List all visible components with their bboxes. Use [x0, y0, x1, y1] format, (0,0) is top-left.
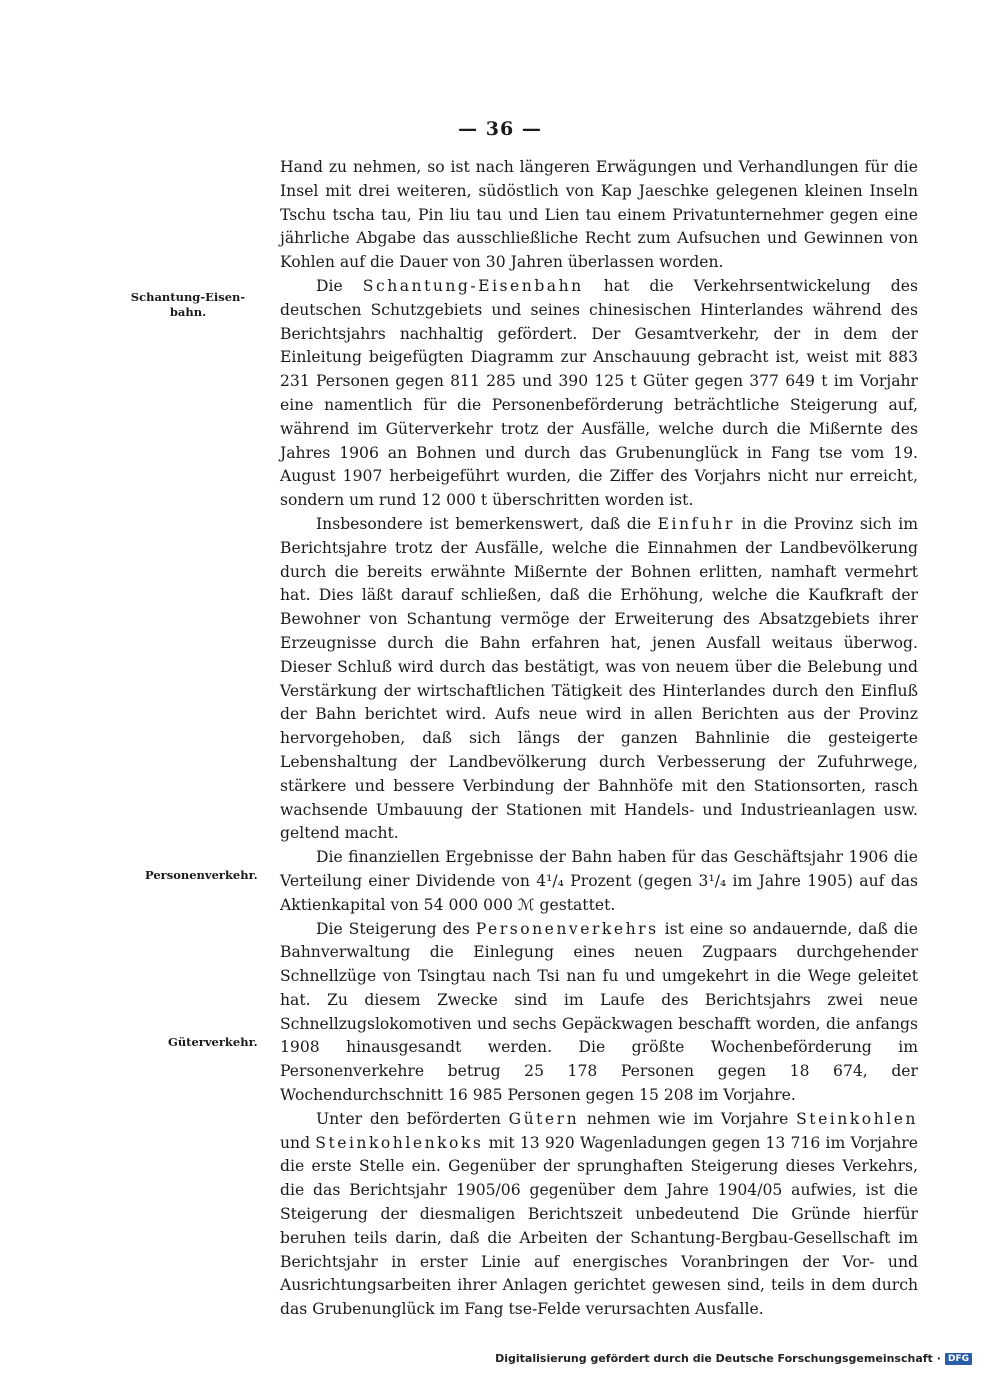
text-run: Unter den beförderten [316, 1109, 509, 1128]
emphasis-text: Steinkohlenkoks [315, 1133, 484, 1152]
text-run: mit 13 920 Wagenladungen gegen 13 716 im Vorjahre die erste Stelle ein. Gegenüber der sprunghaften Steigerung dieses Verkehrs, die das Berichtsjahr 1905/06 gegenüber dem Jahre 1904/05 aufwies, ist die Steigerung der diesmaligen Berichtszeit unbedeutend Die Gründe hierfür beruhen teils darin, daß die Arbeiten der Schantung-Bergbau-Gesellschaft im Berichtsjahr in erster Linie auf energisches Voranbringen der Vor- und Ausrichtungsarbeiten ihrer Anlagen gerichtet gewesen sind, teils in dem durch das Grubenunglück im Fang tse-Felde verursachten Ausfalle. [280, 1133, 918, 1319]
footer-credit [495, 1352, 972, 1365]
dfg-logo: DFG [945, 1353, 972, 1365]
emphasis-text: Einfuhr [657, 514, 735, 533]
marginal-note-schantung: Schantung-Eisen- bahn. [130, 290, 246, 319]
paragraph: Die finanziellen Ergebnisse der Bahn haben für das Geschäftsjahr 1906 die Verteilung einer Dividende von 4¹/₄ Prozent (gegen 3¹/₄ im Jahre 1905) auf das Aktienkapital von 54 000 000 ℳ gestattet. [280, 848, 918, 914]
text-run: in die Provinz sich im Berichtsjahre trotz der Ausfälle, welche die Einnahmen der Landbevölkerung durch die bereits erwähnte Mißernte der Bohnen erlitten, namhaft vermehrt hat. Dies läßt darauf schließen, daß die Erhöhung, welche die Kaufkraft der Bewohner von Schantung vermöge der Erweiterung des Absatzgebiets ihrer Erzeugnisse durch die Bahn erfahren hat, jenen Ausfall weitaus überwog. Dieser Schluß wird durch das bestätigt, was von neuem über die Belebung und Verstärkung der wirtschaftlichen Tätigkeit des Hinterlandes durch den Einfluß der Bahn berichtet wird. Aufs neue wird in allen Berichten aus der Provinz hervorgehoben, daß sich längs der ganzen Bahnlinie die gesteigerte Lebenshaltung der Landbevölkerung durch Verbesserung der Zufuhrwege, stärkere und bessere Verbindung der Bahnhöfe mit den Stationsorten, rasch wachsende Umbauung der Stationen mit Handels- und Industrieanlagen usw. geltend macht. [280, 514, 918, 843]
paragraph [280, 275, 918, 513]
paragraph: Hand zu nehmen, so ist nach längeren Erwägungen und Verhandlungen für die Insel mit drei weiteren, südöstlich von Kap Jaeschke gelegenen kleinen Inseln Tschu tscha tau, Pin liu tau und Lien tau einem Privatunternehmer gegen eine jährliche Abgabe das ausschließliche Recht zum Aufsuchen und Gewinnen von Kohlen auf die Dauer von 30 Jahren überlassen worden. [280, 158, 918, 272]
paragraph [280, 918, 918, 1108]
text-run: hat die Verkehrsentwickelung des deutschen Schutzgebiets und seines chinesischen Hinterlandes während des Berichtsjahrs nachhaltig gefördert. Der Gesamtverkehr, der in dem der Einleitung beigefügten Diagramm zur Anschauung gebracht ist, weist mit 883 231 Personen gegen 811 285 und 390 125 t Güter gegen 377 649 t im Vorjahr eine namentlich für die Personenbeförderung beträchtliche Steigerung auf, während im Güterverkehr trotz der Ausfälle, welche durch die Mißernte des Jahres 1906 an Bohnen und durch das Grubenunglück in Fang tse vom 19. August 1907 herbeigeführt wurden, die Ziffer des Vorjahrs nicht nur erreicht, sondern um rund 12 000 t überschritten worden ist. [280, 276, 918, 510]
text-run: Die [316, 276, 363, 295]
marginal-note-gueterverkehr: Güterverkehr. [168, 1035, 258, 1049]
emphasis-text: Gütern [508, 1109, 580, 1128]
text-run: ist eine so andauernde, daß die Bahnverwaltung die Einlegung eines neuen Zugpaars durchgehender Schnellzüge von Tsingtau nach Tsi nan fu und umgekehrt in die Wege geleitet hat. Zu diesem Zwecke sind im Laufe des Berichtsjahrs zwei neue Schnellzugslokomotiven und sechs Gepäckwagen beschafft worden, die anfangs 1908 hinausgesandt werden. Die größte Wochenbeförderung im Personenverkehre betrug 25 178 Personen gegen 18 674, der Wochendurchschnitt 16 985 Personen gegen 15 208 im Vorjahre. [280, 919, 919, 1105]
text-run: und [280, 1133, 316, 1152]
footer-text: Digitalisierung gefördert durch die Deutsche Forschungsgemeinschaft [495, 1352, 933, 1365]
body-text [280, 156, 918, 1322]
paragraph [280, 1108, 918, 1322]
page-number: — 36 — [458, 118, 542, 140]
emphasis-text: Personenverkehrs [475, 919, 659, 938]
marginal-note-personenverkehr: Personenverkehr. [145, 868, 258, 882]
footer-dot: · [936, 1352, 941, 1365]
text-run: Die Steigerung des [316, 919, 476, 938]
emphasis-text: Schantung-Eisenbahn [362, 276, 584, 295]
emphasis-text: Steinkohlen [796, 1109, 918, 1128]
paragraph [280, 513, 918, 846]
text-run: nehmen wie im Vorjahre [579, 1109, 797, 1128]
text-run: Insbesondere ist bemerkenswert, daß die [316, 514, 658, 533]
